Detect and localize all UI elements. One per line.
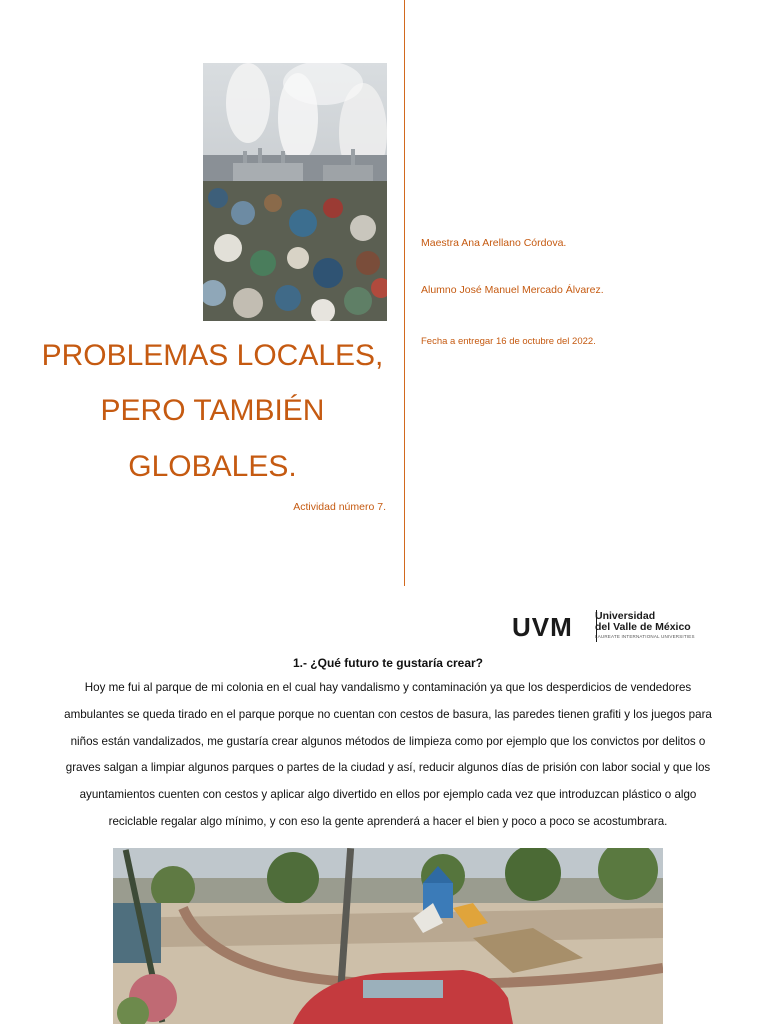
cover-title-line-3: GLOBALES. bbox=[128, 450, 297, 483]
question-heading: 1.- ¿Qué futuro te gustaría crear? bbox=[292, 656, 484, 670]
paragraph-line: Hoy me fui al parque de mi colonia en el cual hay vandalismo y contaminación ya que los desperdicios de vendedores bbox=[84, 681, 692, 694]
university-name-line-2: del Valle de México bbox=[595, 621, 691, 633]
uvm-wordmark: UVM bbox=[512, 612, 573, 642]
uvm-logo bbox=[512, 610, 695, 644]
paragraph-line: reciclable regalar algo mínimo, y con eso la gente aprenderá a hacer el bien y poco a poco se acostumbrara. bbox=[108, 815, 668, 828]
vertical-divider-line bbox=[404, 0, 405, 586]
university-name-line-1: Universidad bbox=[595, 610, 656, 622]
pollution-cover-image bbox=[203, 63, 387, 321]
activity-label: Actividad número 7. bbox=[293, 501, 386, 513]
paragraph-line: ayuntamientos cuenten con cestos y aplicar algo divertido en ellos por ejemplo cada vez que introduzcan plástico o algo bbox=[79, 788, 697, 801]
paragraph-line: ambulantes se queda tirado en el parque porque no cuentan con cestos de basura, las paredes tienen grafiti y los juegos para bbox=[64, 708, 712, 721]
paragraph-line: graves salgan a limpiar algunos parques o partes de la ciudad y así, reducir algunos días de prisión con labor social y que los bbox=[65, 761, 711, 774]
teacher-name: Maestra Ana Arellano Córdova. bbox=[421, 237, 567, 249]
paragraph-line: niños están vandalizados, me gustaría crear algunos métodos de limpieza como por ejemplo que los convictos por delitos o bbox=[70, 735, 706, 748]
park-photo bbox=[113, 848, 663, 1024]
cover-title-line-1: PROBLEMAS LOCALES, bbox=[41, 339, 384, 372]
student-name: Alumno José Manuel Mercado Álvarez. bbox=[421, 284, 604, 296]
logo-tagline: LAUREATE INTERNATIONAL UNIVERSITIES bbox=[595, 634, 695, 639]
cover-title-line-2: PERO TAMBIÉN bbox=[100, 394, 325, 427]
due-date: Fecha a entregar 16 de octubre del 2022. bbox=[421, 336, 596, 347]
